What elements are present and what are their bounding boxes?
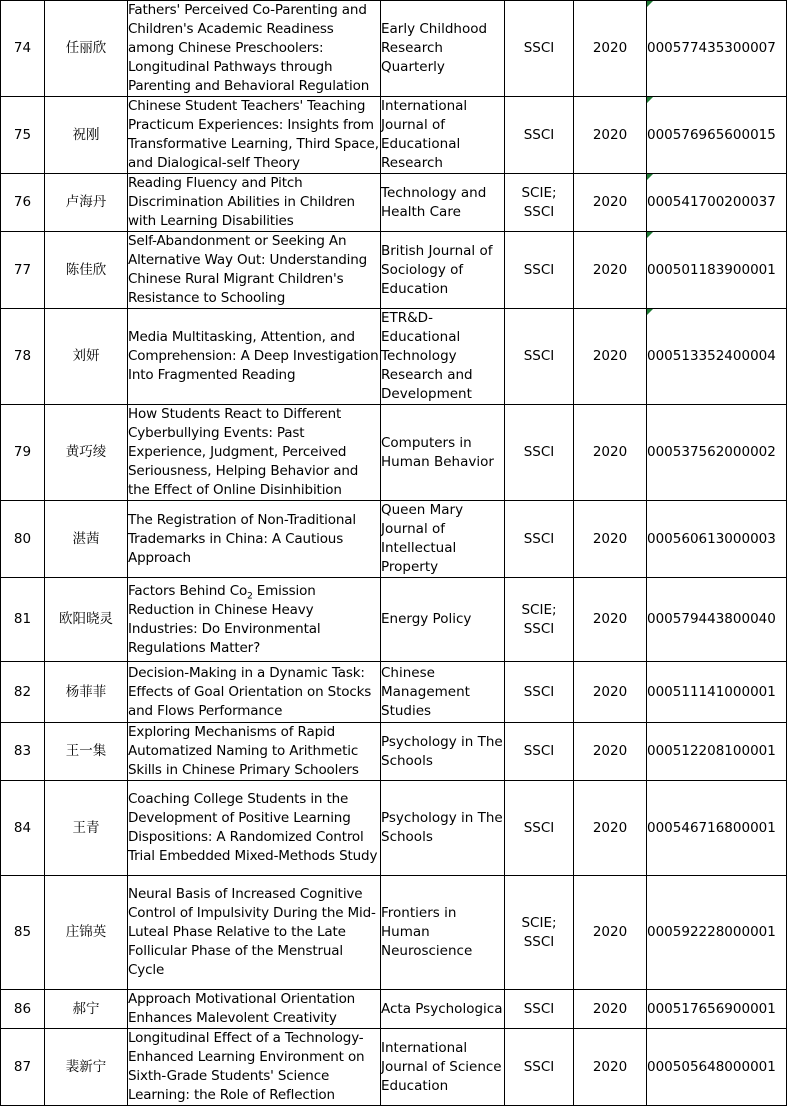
- journal-cell[interactable]: [381, 97, 505, 174]
- author-cell[interactable]: [45, 781, 128, 876]
- author-name: 庄锦英: [65, 924, 107, 940]
- title-cell[interactable]: [128, 990, 381, 1029]
- title-cell[interactable]: [128, 781, 381, 876]
- journal-name: Psychology in The Schools: [381, 810, 503, 845]
- journal-cell[interactable]: [381, 501, 505, 578]
- author-cell[interactable]: [45, 174, 128, 232]
- index-cell[interactable]: [505, 662, 574, 723]
- index-cell[interactable]: [505, 501, 574, 578]
- index-cell[interactable]: [505, 723, 574, 781]
- author-cell[interactable]: [45, 97, 128, 174]
- accession-number: 000501183900001: [647, 261, 776, 278]
- pub-year: 2020: [592, 126, 628, 143]
- index-cell[interactable]: [505, 1029, 574, 1106]
- author-cell[interactable]: [45, 501, 128, 578]
- journal-name: Queen Mary Journal of Intellectual Property: [381, 502, 464, 575]
- index-cell[interactable]: [505, 309, 574, 405]
- accession-number: 000517656900001: [647, 1000, 776, 1017]
- accession-cell[interactable]: [647, 501, 787, 578]
- index-cell[interactable]: [505, 990, 574, 1029]
- pub-year: 2020: [592, 924, 628, 940]
- accession-number: 000541700200037: [647, 194, 776, 210]
- table-row[interactable]: [1, 723, 787, 781]
- journal-cell[interactable]: [381, 723, 505, 781]
- index-type: SSCI: [523, 261, 555, 278]
- author-name: 黄巧绫: [65, 444, 107, 460]
- accession-number: 000512208100001: [647, 743, 776, 759]
- author-cell[interactable]: [45, 578, 128, 662]
- index-type: SSCI: [523, 743, 555, 759]
- journal-cell[interactable]: [381, 990, 505, 1029]
- row-number-cell[interactable]: [1, 1, 45, 97]
- author-name: 刘妍: [72, 348, 100, 364]
- author-cell[interactable]: [45, 309, 128, 405]
- index-type: SSCI: [523, 530, 555, 547]
- author-cell[interactable]: [45, 723, 128, 781]
- paper-title: Decision-Making in a Dynamic Task: Effects of Goal Orientation on Stocks and Flows Performance: [128, 664, 372, 719]
- accession-number: 000576965600015: [647, 126, 776, 143]
- pub-year: 2020: [592, 261, 628, 278]
- author-cell[interactable]: [45, 405, 128, 501]
- year-cell[interactable]: [574, 501, 647, 578]
- year-cell[interactable]: [574, 1029, 647, 1106]
- journal-name: ETR&D-Educational Technology Research and Development: [381, 310, 473, 402]
- row-number: 74: [13, 40, 32, 56]
- title-cell[interactable]: [128, 309, 381, 405]
- table-row[interactable]: [1, 990, 787, 1029]
- table-row[interactable]: [1, 405, 787, 501]
- paper-title: How Students React to Different Cyberbullying Events: Past Experience, Judgment, Perceived Seriousness, Helping Behavior and the Effect of Online Disinhibition: [128, 406, 359, 498]
- journal-name: International Journal of Educational Research: [381, 98, 468, 171]
- year-cell[interactable]: [574, 876, 647, 990]
- pub-year: 2020: [592, 348, 628, 364]
- year-cell[interactable]: [574, 990, 647, 1029]
- text-number-marker-icon: [647, 97, 653, 103]
- author-cell[interactable]: [45, 1, 128, 97]
- text-number-marker-icon: [647, 309, 653, 315]
- accession-cell[interactable]: [647, 232, 787, 309]
- title-cell[interactable]: [128, 174, 381, 232]
- paper-title: Approach Motivational Orientation Enhances Malevolent Creativity: [128, 991, 356, 1026]
- accession-cell[interactable]: [647, 405, 787, 501]
- journal-name: Energy Policy: [381, 611, 472, 627]
- journal-cell[interactable]: [381, 662, 505, 723]
- paper-title: Exploring Mechanisms of Rapid Automatized Naming to Arithmetic Skills in Chinese Primary Schoolers: [128, 724, 359, 778]
- row-number: 80: [13, 530, 32, 547]
- index-type: SSCI: [523, 40, 555, 56]
- title-part-after: Emission Reduction in Chinese Heavy Industries: Do Environmental Regulations Matter?: [128, 582, 321, 656]
- accession-cell[interactable]: [647, 781, 787, 876]
- author-cell[interactable]: [45, 232, 128, 309]
- year-cell[interactable]: [574, 723, 647, 781]
- year-cell[interactable]: [574, 781, 647, 876]
- journal-name: International Journal of Science Education: [381, 1039, 502, 1094]
- accession-cell[interactable]: [647, 97, 787, 174]
- title-cell[interactable]: [128, 232, 381, 309]
- accession-number: 000560613000003: [647, 530, 776, 547]
- pub-year: 2020: [592, 530, 628, 547]
- accession-cell[interactable]: [647, 1029, 787, 1106]
- row-number: 75: [13, 126, 32, 143]
- author-name: 祝刚: [72, 126, 100, 143]
- journal-name: Psychology in The Schools: [381, 733, 503, 769]
- row-number-cell[interactable]: [1, 97, 45, 174]
- title-cell[interactable]: [128, 578, 381, 662]
- table-row[interactable]: [1, 662, 787, 723]
- journal-name: Frontiers in Human Neuroscience: [381, 905, 473, 959]
- accession-number: 000579443800040: [647, 611, 776, 627]
- accession-cell[interactable]: [647, 990, 787, 1029]
- paper-title: Fathers' Perceived Co-Parenting and Children's Academic Readiness among Chinese Preschoolers: Longitudinal Pathways through Parenting and Behavioral Regulation: [128, 2, 370, 94]
- accession-cell[interactable]: [647, 174, 787, 232]
- accession-number: 000537562000002: [647, 444, 776, 460]
- journal-name: Technology and Health Care: [381, 184, 487, 220]
- row-number: 87: [13, 1058, 32, 1075]
- paper-title: Neural Basis of Increased Cognitive Control of Impulsivity During the Mid-Luteal Phase Relative to the Late Follicular Phase of the Menstrual Cycle: [128, 886, 376, 978]
- index-cell[interactable]: [505, 174, 574, 232]
- journal-cell[interactable]: [381, 578, 505, 662]
- year-cell[interactable]: [574, 662, 647, 723]
- paper-title: Media Multitasking, Attention, and Comprehension: A Deep Investigation Into Fragmented Reading: [128, 329, 379, 383]
- accession-cell[interactable]: [647, 876, 787, 990]
- table-row[interactable]: [1, 781, 787, 876]
- row-number-cell[interactable]: [1, 309, 45, 405]
- title-cell[interactable]: [128, 1, 381, 97]
- table-row[interactable]: [1, 174, 787, 232]
- journal-cell[interactable]: [381, 1029, 505, 1106]
- title-cell[interactable]: [128, 405, 381, 501]
- index-type: SSCI: [523, 1058, 555, 1075]
- row-number-cell[interactable]: [1, 578, 45, 662]
- row-number: 79: [13, 444, 32, 460]
- row-number-cell[interactable]: [1, 174, 45, 232]
- accession-number: 000577435300007: [647, 40, 776, 56]
- index-type: SSCI: [523, 348, 555, 364]
- table-row[interactable]: [1, 309, 787, 405]
- author-cell[interactable]: [45, 1029, 128, 1106]
- row-number: 82: [13, 683, 32, 700]
- journal-name: Computers in Human Behavior: [381, 434, 494, 470]
- year-cell[interactable]: [574, 232, 647, 309]
- author-name: 任丽欣: [65, 40, 107, 56]
- author-name: 王青: [72, 819, 100, 836]
- title-cell[interactable]: [128, 1029, 381, 1106]
- index-cell[interactable]: [505, 578, 574, 662]
- pub-year: 2020: [592, 1058, 628, 1075]
- row-number: 76: [13, 194, 32, 210]
- author-name: 杨菲菲: [65, 683, 107, 700]
- table-row[interactable]: [1, 1, 787, 97]
- author-cell[interactable]: [45, 876, 128, 990]
- author-name: 湛茜: [72, 530, 100, 547]
- row-number-cell[interactable]: [1, 781, 45, 876]
- accession-cell[interactable]: [647, 1, 787, 97]
- pub-year: 2020: [592, 611, 628, 627]
- author-name: 陈佳欣: [65, 261, 107, 278]
- journal-cell[interactable]: [381, 309, 505, 405]
- title-subscript: 2: [247, 591, 253, 602]
- author-name: 郝宁: [72, 1000, 100, 1017]
- accession-number: 000511141000001: [647, 683, 776, 700]
- author-name: 欧阳晓灵: [59, 611, 113, 627]
- index-type: SSCI: [523, 126, 555, 143]
- year-cell[interactable]: [574, 578, 647, 662]
- row-number: 83: [13, 743, 32, 759]
- table-row[interactable]: [1, 1029, 787, 1106]
- row-number: 77: [13, 261, 32, 278]
- journal-name: Acta Psychologica: [381, 1000, 503, 1017]
- index-type: SCIE; SSCI: [521, 914, 557, 950]
- paper-title: Reading Fluency and Pitch Discrimination Abilities in Children with Learning Disabilities: [128, 175, 355, 229]
- year-cell[interactable]: [574, 1, 647, 97]
- accession-number: 000513352400004: [647, 348, 776, 364]
- author-name: 王一集: [65, 743, 107, 759]
- index-type: SCIE; SSCI: [521, 601, 557, 637]
- table-row[interactable]: [1, 97, 787, 174]
- accession-cell[interactable]: [647, 578, 787, 662]
- row-number: 86: [13, 1000, 32, 1017]
- pub-year: 2020: [592, 194, 628, 210]
- journal-cell[interactable]: [381, 876, 505, 990]
- paper-title: Longitudinal Effect of a Technology-Enhanced Learning Environment on Sixth-Grade Students' Science Learning: the Role of Reflection: [128, 1030, 365, 1103]
- paper-title: Coaching College Students in the Development of Positive Learning Dispositions: A Randomized Control Trial Embedded Mixed-Methods Study: [128, 791, 378, 864]
- row-number: 81: [13, 611, 32, 627]
- text-number-marker-icon: [647, 232, 653, 238]
- title-cell[interactable]: [128, 97, 381, 174]
- accession-number: 000592228000001: [647, 924, 776, 940]
- accession-cell[interactable]: [647, 662, 787, 723]
- row-number-cell[interactable]: [1, 501, 45, 578]
- index-type: SSCI: [523, 683, 555, 700]
- journal-cell[interactable]: [381, 174, 505, 232]
- journal-cell[interactable]: [381, 405, 505, 501]
- paper-title: Self-Abandonment or Seeking An Alternative Way Out: Understanding Chinese Rural Migrant Children's Resistance to Schooling: [128, 233, 368, 306]
- title-cell[interactable]: [128, 723, 381, 781]
- year-cell[interactable]: [574, 174, 647, 232]
- index-cell[interactable]: [505, 405, 574, 501]
- text-number-marker-icon: [647, 174, 653, 180]
- row-number-cell[interactable]: [1, 405, 45, 501]
- accession-cell[interactable]: [647, 309, 787, 405]
- index-type: SCIE; SSCI: [521, 184, 557, 220]
- table-row[interactable]: [1, 232, 787, 309]
- author-cell[interactable]: [45, 662, 128, 723]
- index-cell[interactable]: [505, 876, 574, 990]
- row-number-cell[interactable]: [1, 1029, 45, 1106]
- accession-number: 000546716800001: [647, 819, 776, 836]
- journal-cell[interactable]: [381, 1, 505, 97]
- author-name: 卢海丹: [65, 194, 107, 210]
- title-cell[interactable]: [128, 876, 381, 990]
- title-cell[interactable]: [128, 501, 381, 578]
- journal-cell[interactable]: [381, 232, 505, 309]
- index-cell[interactable]: [505, 232, 574, 309]
- index-type: SSCI: [523, 1000, 555, 1017]
- pub-year: 2020: [592, 1000, 628, 1017]
- year-cell[interactable]: [574, 405, 647, 501]
- author-cell[interactable]: [45, 990, 128, 1029]
- accession-number: 000505648000001: [647, 1058, 776, 1075]
- author-name: 裴新宁: [65, 1058, 107, 1075]
- row-number-cell[interactable]: [1, 876, 45, 990]
- paper-title: Chinese Student Teachers' Teaching Practicum Experiences: Insights from Transformative Learning, Third Space, and Dialogical-self Theory: [128, 98, 379, 171]
- row-number-cell[interactable]: [1, 723, 45, 781]
- index-cell[interactable]: [505, 97, 574, 174]
- year-cell[interactable]: [574, 309, 647, 405]
- pub-year: 2020: [592, 683, 628, 700]
- journal-cell[interactable]: [381, 781, 505, 876]
- index-cell[interactable]: [505, 781, 574, 876]
- table-row[interactable]: [1, 501, 787, 578]
- journal-name: British Journal of Sociology of Education: [381, 242, 493, 297]
- index-type: SSCI: [523, 819, 555, 836]
- paper-title: The Registration of Non-Traditional Trademarks in China: A Cautious Approach: [128, 511, 356, 566]
- pub-year: 2020: [592, 819, 628, 836]
- row-number-cell[interactable]: [1, 990, 45, 1029]
- accession-cell[interactable]: [647, 723, 787, 781]
- row-number-cell[interactable]: [1, 662, 45, 723]
- pub-year: 2020: [592, 444, 628, 460]
- pub-year: 2020: [592, 743, 628, 759]
- row-number-cell[interactable]: [1, 232, 45, 309]
- index-cell[interactable]: [505, 1, 574, 97]
- journal-name: Early Childhood Research Quarterly: [381, 21, 488, 75]
- row-number: 85: [13, 924, 32, 940]
- table-row[interactable]: [1, 578, 787, 662]
- year-cell[interactable]: [574, 97, 647, 174]
- pub-year: 2020: [592, 40, 628, 56]
- index-type: SSCI: [523, 444, 555, 460]
- title-cell[interactable]: [128, 662, 381, 723]
- text-number-marker-icon: [647, 1, 653, 7]
- journal-name: Chinese Management Studies: [381, 664, 470, 719]
- title-part-before: Factors Behind Co: [128, 582, 248, 599]
- table-row[interactable]: [1, 876, 787, 990]
- row-number: 78: [13, 348, 32, 364]
- paper-title: [128, 582, 380, 658]
- row-number: 84: [13, 819, 32, 836]
